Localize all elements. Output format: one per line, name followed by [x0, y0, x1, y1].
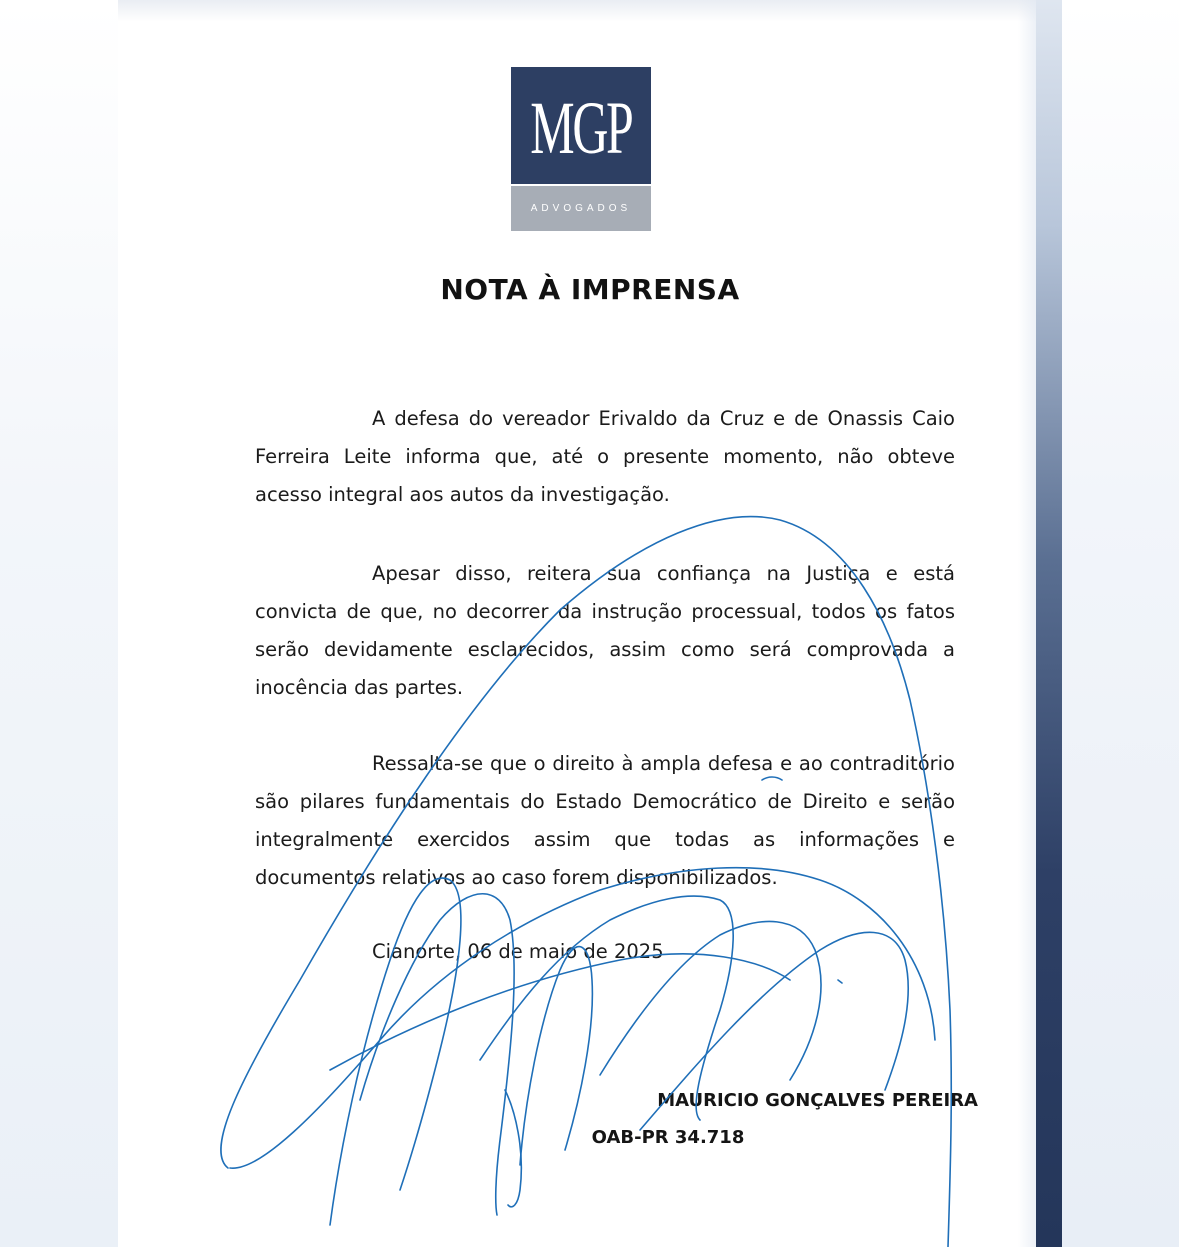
- firm-logo: [511, 67, 651, 231]
- sheet-edge-shine: [1018, 0, 1038, 1247]
- paragraph-1: A defesa do vereador Erivaldo da Cruz e de Onassis Caio Ferreira Leite informa que, até o presente momento, não obteve acesso integral aos autos da investigação.: [255, 407, 955, 506]
- logo-subtitle-text: ADVOGADOS: [530, 203, 632, 214]
- sheet-top-shadow: [118, 0, 1062, 22]
- page-backdrop-left: [0, 0, 118, 1247]
- signer-registration: [118, 1127, 1062, 1148]
- logo-mark-text: MGP: [530, 85, 632, 169]
- logo-subtitle-block: [511, 186, 651, 231]
- date-line: Cianorte, 06 de maio de 2025: [372, 940, 664, 963]
- signer-name-text: MAURICIO GONÇALVES PEREIRA: [657, 1090, 978, 1111]
- page-backdrop-right: [1062, 0, 1179, 1247]
- document-title: NOTA À IMPRENSA: [440, 273, 740, 306]
- signer-name: [118, 1090, 978, 1111]
- paragraph-2: Apesar disso, reitera sua confiança na Justiça e está convicta de que, no decorrer da instrução processual, todos os fatos serão devidamente esclarecidos, assim como será comprovada a inocência das partes.: [255, 562, 955, 699]
- document-sheet: [118, 0, 1062, 1247]
- logo-mark-block: [511, 67, 651, 184]
- paragraph-3: Ressalta-se que o direito à ampla defesa e ao contraditório são pilares fundamentais do Estado Democrático de Direito e serão integralmente exercidos assim que todas as informações e documentos relativos ao caso forem disponibilizados.: [255, 752, 955, 889]
- signer-registration-text: OAB-PR 34.718: [591, 1127, 745, 1148]
- sheet-edge-stripe: [1036, 0, 1062, 1247]
